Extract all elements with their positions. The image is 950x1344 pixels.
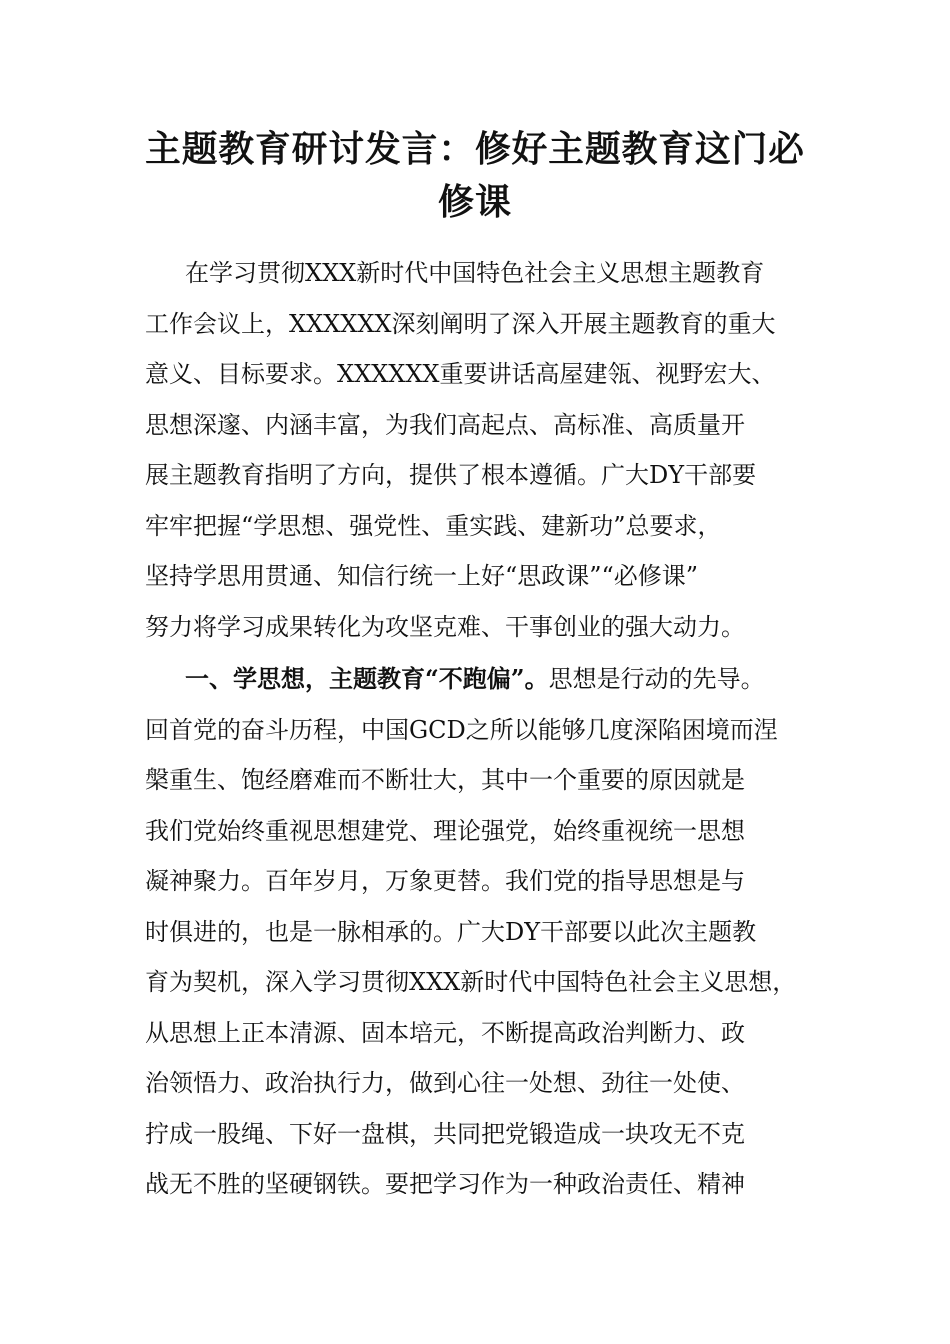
paragraph-line: 时俱进的，也是一脉相承的。广大DY干部要以此次主题教 [145, 917, 757, 946]
paragraph-line: 凝神聚力。百年岁月，万象更替。我们党的指导思想是与 [145, 867, 745, 895]
paragraph-line: 治领悟力、政治执行力，做到心往一处想、劲往一处使、 [145, 1069, 745, 1097]
title-line: 主题教育研讨发言：修好主题教育这门必 [145, 129, 805, 170]
title-line: 修课 [437, 181, 512, 223]
paragraph-line: 工作会议上，XXXXXX深刻阐明了深入开展主题教育的重大 [145, 309, 776, 338]
paragraph-line: 回首党的奋斗历程，中国GCD之所以能够几度深陷困境而涅 [145, 715, 778, 744]
paragraph-line: 牢牢把握“学思想、强党性、重实践、建新功”总要求， [145, 511, 722, 540]
paragraph-line: 思想深邃、内涵丰富，为我们高起点、高标准、高质量开 [145, 410, 745, 439]
paragraph-line: 槃重生、饱经磨难而不断壮大，其中一个重要的原因就是 [145, 766, 745, 794]
paragraph-line: 育为契机，深入学习贯彻XXX新时代中国特色社会主义思想， [145, 968, 797, 996]
paragraph-line: 坚持学思用贯通、知信行统一上好“思政课”“必修课” [145, 562, 699, 590]
paragraph-line: 努力将学习成果转化为攻坚克难、干事创业的强大动力。 [145, 612, 745, 641]
paragraph-line: 拧成一股绳、下好一盘棋，共同把党锻造成一块攻无不克 [145, 1119, 745, 1148]
paragraph-line: 意义、目标要求。XXXXXX重要讲话高屋建瓴、视野宏大、 [145, 360, 776, 388]
intro-paragraph [145, 248, 825, 652]
paragraph-line: 在学习贯彻XXX新时代中国特色社会主义思想主题教育 [185, 259, 765, 287]
section-first-line [145, 654, 825, 705]
section-heading: 一、学思想，主题教育“不跑偏”。 [185, 664, 549, 693]
section-one-paragraph [145, 654, 825, 1210]
paragraph-line: 展主题教育指明了方向，提供了根本遵循。广大DY干部要 [145, 461, 757, 489]
paragraph-line: 战无不胜的坚硬钢铁。要把学习作为一种政治责任、精神 [145, 1170, 745, 1198]
paragraph-line: 从思想上正本清源、固本培元，不断提高政治判断力、政 [145, 1018, 745, 1047]
section-lead-text: 思想是行动的先导。 [548, 665, 765, 693]
document-title [145, 124, 805, 228]
paragraph-line: 我们党始终重视思想建党、理论强党，始终重视统一思想 [145, 816, 745, 845]
